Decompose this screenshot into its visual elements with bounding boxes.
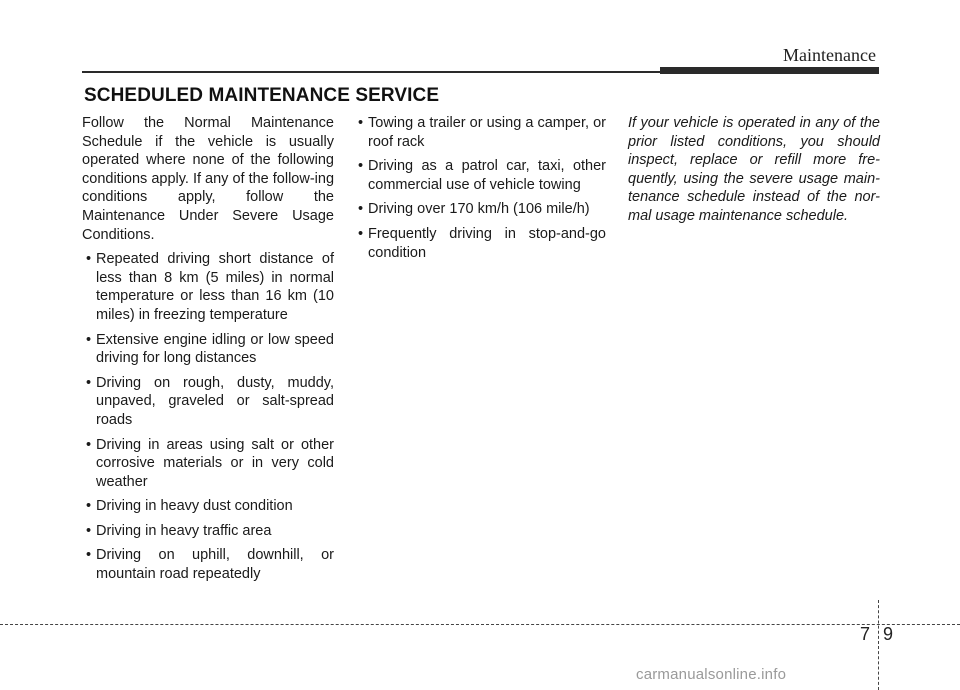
list-item: • Towing a trailer or using a camper, or roof rack bbox=[354, 114, 606, 151]
column-middle bbox=[354, 114, 606, 268]
condition-list-left bbox=[82, 250, 334, 584]
watermark: carmanualsonline.info bbox=[636, 666, 787, 683]
list-item: • Driving in heavy dust condition bbox=[82, 497, 334, 516]
intro-paragraph: Follow the Normal Maintenance Schedule if the vehicle is usually operated where none of the following conditions apply. If any of the follow-ing conditions apply, follow the Maintenance Under Severe Usage Conditions. bbox=[82, 115, 335, 243]
column-right bbox=[628, 114, 880, 226]
list-item: • Driving over 170 km/h (106 mile/h) bbox=[354, 200, 606, 219]
list-item: • Driving on uphill, downhill, or mountain road repeatedly bbox=[82, 546, 334, 583]
list-item: • Frequently driving in stop-and-go condition bbox=[354, 225, 606, 262]
header-rule-thin bbox=[82, 71, 660, 73]
severe-usage-note: If your vehicle is operated in any of the prior listed conditions, you should inspect, replace or refill more fre-quently, using the severe usage main-tenance schedule instead of the nor-mal usage maintenance schedule. bbox=[628, 115, 880, 224]
list-item: • Driving in heavy traffic area bbox=[82, 522, 334, 541]
header-rule-thick bbox=[660, 67, 879, 74]
page-title: SCHEDULED MAINTENANCE SERVICE bbox=[84, 85, 440, 106]
chapter-number: 7 bbox=[860, 624, 871, 644]
section-header: Maintenance bbox=[783, 45, 876, 65]
list-item: • Extensive engine idling or low speed driving for long distances bbox=[82, 331, 334, 368]
list-item: • Driving in areas using salt or other corrosive materials or in very cold weather bbox=[82, 436, 334, 492]
footer-dashed-divider bbox=[878, 600, 879, 690]
column-left bbox=[82, 114, 334, 590]
condition-list-middle bbox=[354, 114, 606, 262]
page-number: 9 bbox=[883, 624, 894, 644]
footer-dashed-rule bbox=[0, 624, 960, 625]
list-item: • Driving as a patrol car, taxi, other commercial use of vehicle towing bbox=[354, 157, 606, 194]
list-item: • Repeated driving short distance of less than 8 km (5 miles) in normal temperature or less than 16 km (10 miles) in freezing temperature bbox=[82, 250, 334, 324]
list-item: • Driving on rough, dusty, muddy, unpaved, graveled or salt-spread roads bbox=[82, 374, 334, 430]
